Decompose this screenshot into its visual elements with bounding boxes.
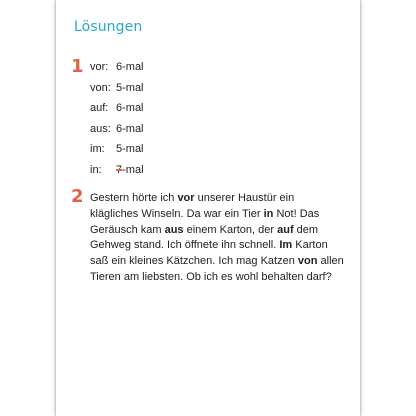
preposition-label: von: (90, 81, 111, 94)
list-item (90, 162, 144, 183)
story-text: allen Tieren am liebsten. Ob ich es wohl behalten darf? (90, 255, 344, 283)
preposition-label: in: (90, 163, 102, 176)
count-suffix: -mal (122, 163, 144, 176)
list-item (90, 141, 144, 162)
story-text: Gestern hörte ich (90, 192, 178, 204)
exercise-1-number: 1 (71, 56, 84, 77)
list-item (90, 121, 144, 142)
highlighted-preposition: von (297, 255, 318, 268)
preposition-label: im: (90, 143, 105, 155)
exercise-2-number: 2 (71, 186, 84, 207)
list-item (90, 80, 144, 101)
story-text: unserer Haustür ein klägliches Winseln. Da war ein Tier (90, 192, 295, 220)
story-text: Karton saß ein kleines Kätzchen. Ich mag Katzen (90, 239, 328, 268)
preposition-label: vor: (90, 61, 109, 73)
corrected-digit: 7 (116, 163, 123, 176)
count-value (116, 162, 144, 183)
count-value: 6-mal (116, 102, 144, 114)
count-value: 6-mal (116, 122, 144, 135)
exercise-2-story (90, 191, 345, 286)
highlighted-preposition: auf (277, 223, 294, 236)
story-text: einem Karton, der (183, 223, 278, 236)
count-value: 6-mal (116, 61, 144, 73)
highlighted-preposition: in (263, 207, 274, 220)
exercise-1-list (90, 59, 144, 182)
preposition-label: aus: (90, 122, 111, 135)
highlighted-preposition: vor (177, 192, 195, 204)
preposition-label: auf: (90, 102, 109, 114)
page-title: Lösungen (74, 19, 143, 35)
solution-card (56, 0, 360, 416)
story-text: dem Gehweg stand. Ich öffnete ihn schnell. (90, 223, 319, 252)
list-item (90, 59, 144, 80)
list-item (90, 100, 144, 121)
story-text: Not! Das Geräusch kam (90, 207, 320, 236)
count-value: 5-mal (116, 143, 144, 155)
highlighted-preposition: aus (164, 223, 184, 236)
highlighted-preposition: Im (279, 239, 293, 252)
count-value: 5-mal (116, 81, 144, 94)
